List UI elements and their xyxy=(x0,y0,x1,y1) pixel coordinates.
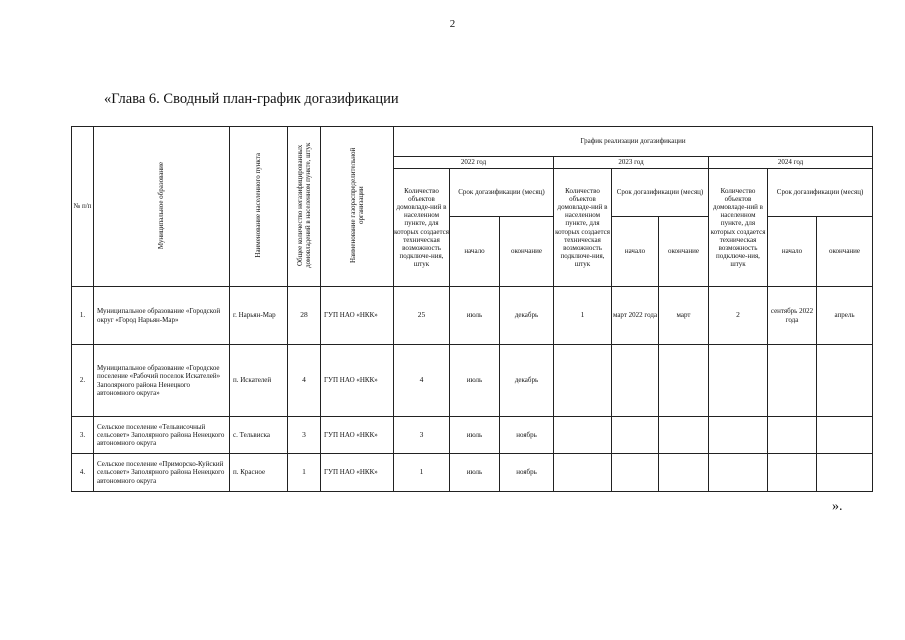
header-num: № п/п xyxy=(72,127,94,287)
page-number: 2 xyxy=(449,18,456,30)
row-2024-start xyxy=(768,454,817,492)
row-2023-count xyxy=(554,417,612,454)
end-label-2022: окончание xyxy=(500,217,554,287)
year-2024: 2024 год xyxy=(709,157,873,169)
row-2022-end: декабрь xyxy=(500,287,554,345)
row-2023-count xyxy=(554,454,612,492)
table-row xyxy=(72,345,873,417)
row-2022-count: 25 xyxy=(394,287,450,345)
end-label-2023: окончание xyxy=(659,217,709,287)
row-municipality: Сельское поселение «Тельвисочный сельсовет» Заполярного района Ненецкого автономного округа xyxy=(94,417,230,454)
row-2022-start: июль xyxy=(450,345,500,417)
count-label-2022: Количество объектов домовладе-ний в населенном пункте, для которых создается техническая возможность подключе-ния, штук xyxy=(394,169,450,287)
row-2024-start: сентябрь 2022 года xyxy=(768,287,817,345)
row-2022-end: ноябрь xyxy=(500,454,554,492)
header-municipality-text: Муниципальное образование xyxy=(157,161,166,250)
row-settlement: п. Искателей xyxy=(230,345,288,417)
row-2023-end xyxy=(659,454,709,492)
row-2023-end xyxy=(659,345,709,417)
row-2023-start xyxy=(612,454,659,492)
row-settlement: п. Красное xyxy=(230,454,288,492)
row-total: 3 xyxy=(288,417,321,454)
row-2024-end: апрель xyxy=(817,287,873,345)
row-2024-start xyxy=(768,417,817,454)
row-municipality: Муниципальное образование «Городской округ «Город Нарьян-Мар» xyxy=(94,287,230,345)
row-2022-count: 3 xyxy=(394,417,450,454)
row-num: 1. xyxy=(72,287,94,345)
table-row xyxy=(72,417,873,454)
row-org: ГУП НАО «НКК» xyxy=(321,417,394,454)
start-label-2022: начало xyxy=(450,217,500,287)
header-org-text: Наименование газораспределительной организации xyxy=(348,147,365,264)
row-2022-start: июль xyxy=(450,287,500,345)
row-2024-count xyxy=(709,417,768,454)
row-org: ГУП НАО «НКК» xyxy=(321,454,394,492)
row-total: 4 xyxy=(288,345,321,417)
row-2022-end: ноябрь xyxy=(500,417,554,454)
table-row xyxy=(72,454,873,492)
row-2024-count xyxy=(709,345,768,417)
count-label-2024: Количество объектов домовладе-ний в населенном пункте, для которых создается техническая возможность подключе-ния, штук xyxy=(709,169,768,287)
row-settlement: с. Тельвиска xyxy=(230,417,288,454)
row-total: 28 xyxy=(288,287,321,345)
period-label-2022: Срок догазификации (месяц) xyxy=(450,169,554,217)
row-num: 2. xyxy=(72,345,94,417)
row-2024-count xyxy=(709,454,768,492)
row-2022-count: 4 xyxy=(394,345,450,417)
period-label-2024: Срок догазификации (месяц) xyxy=(768,169,873,217)
row-num: 4. xyxy=(72,454,94,492)
row-total: 1 xyxy=(288,454,321,492)
row-2023-end: март xyxy=(659,287,709,345)
row-municipality: Сельское поселение «Приморско-Куйский сельсовет» Заполярного района Ненецкого автономного округа xyxy=(94,454,230,492)
row-settlement: г. Нарьян-Мар xyxy=(230,287,288,345)
row-2023-start xyxy=(612,345,659,417)
row-2023-start xyxy=(612,417,659,454)
row-2023-count xyxy=(554,345,612,417)
table-row xyxy=(72,287,873,345)
chapter-title: «Глава 6. Сводный план-график догазификации xyxy=(104,91,399,107)
year-2022: 2022 год xyxy=(394,157,554,169)
year-2023: 2023 год xyxy=(554,157,709,169)
row-org: ГУП НАО «НКК» xyxy=(321,287,394,345)
row-2022-count: 1 xyxy=(394,454,450,492)
row-num: 3. xyxy=(72,417,94,454)
row-2024-end xyxy=(817,345,873,417)
row-2022-end: декабрь xyxy=(500,345,554,417)
row-2024-count: 2 xyxy=(709,287,768,345)
header-settlement-text: Наименование населенного пункта xyxy=(254,153,263,258)
row-2024-end xyxy=(817,417,873,454)
header-schedule: График реализации догазификации xyxy=(394,127,873,157)
header-settlement xyxy=(230,127,288,287)
row-org: ГУП НАО «НКК» xyxy=(321,345,394,417)
header-municipality xyxy=(94,127,230,287)
row-municipality: Муниципальное образование «Городское поселение «Рабочий поселок Искателей» Заполярного района Ненецкого автономного округа» xyxy=(94,345,230,417)
end-label-2024: окончание xyxy=(817,217,873,287)
header-org xyxy=(321,127,394,287)
row-2024-start xyxy=(768,345,817,417)
row-2024-end xyxy=(817,454,873,492)
header-total-text: Общее количество негазифицированных домовладений в населенном пункте, штук xyxy=(295,142,312,269)
row-2023-count: 1 xyxy=(554,287,612,345)
start-label-2023: начало xyxy=(612,217,659,287)
closing-mark: ». xyxy=(832,499,843,514)
row-2022-start: июль xyxy=(450,417,500,454)
row-2022-start: июль xyxy=(450,454,500,492)
row-2023-start: март 2022 года xyxy=(612,287,659,345)
row-2023-end xyxy=(659,417,709,454)
count-label-2023: Количество объектов домовладе-ний в населенном пункте, для которых создается техническая возможность подключе-ния, штук xyxy=(554,169,612,287)
header-total xyxy=(288,127,321,287)
start-label-2024: начало xyxy=(768,217,817,287)
header-row xyxy=(72,127,873,157)
schedule-table xyxy=(71,126,873,492)
period-label-2023: Срок догазификации (месяц) xyxy=(612,169,709,217)
